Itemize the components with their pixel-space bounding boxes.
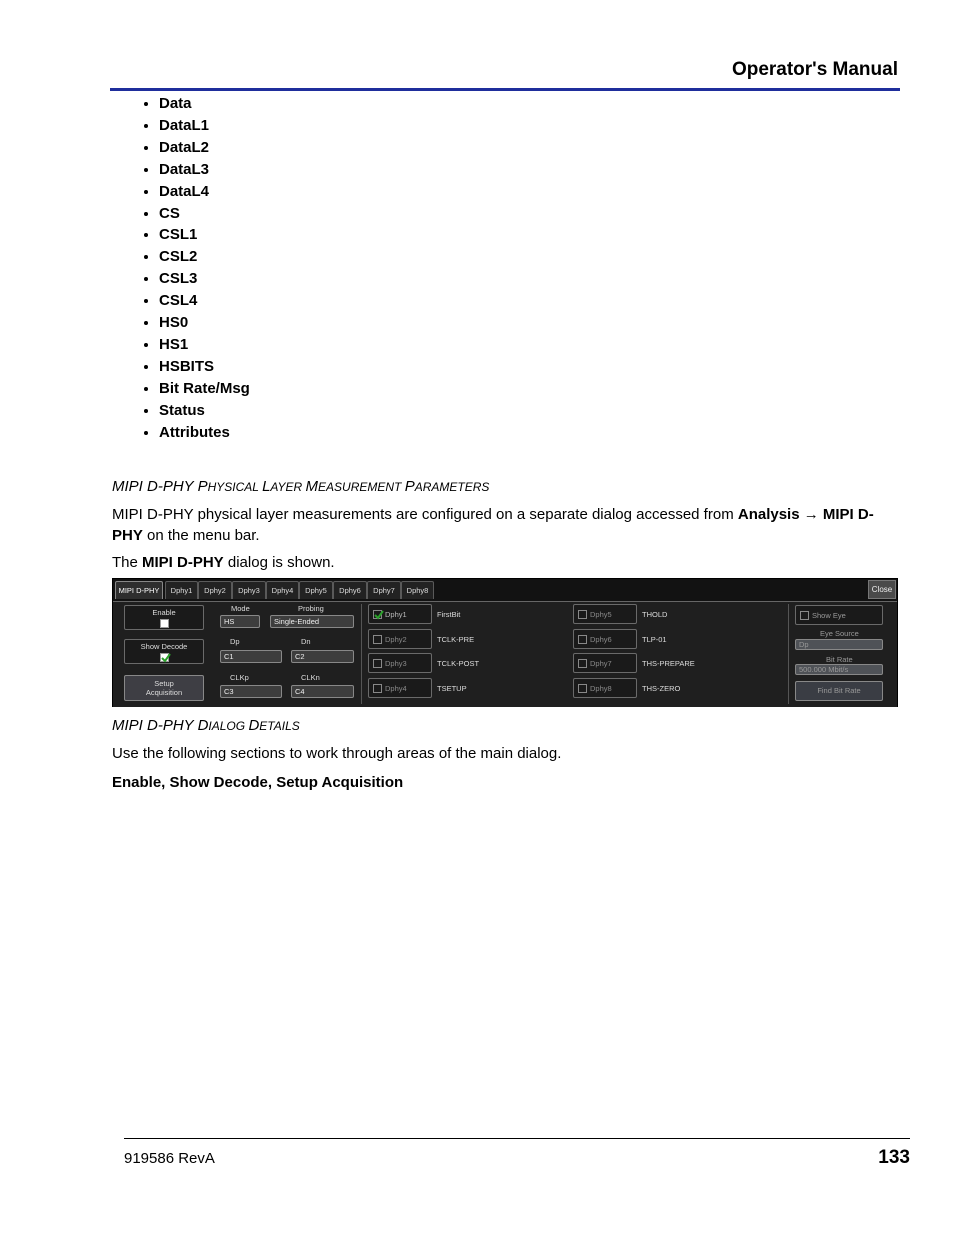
show-decode-checkbox[interactable]: [160, 653, 169, 662]
separator: [361, 604, 362, 704]
section-heading-dialog-details: [112, 717, 300, 734]
dphy-checkbox[interactable]: [578, 659, 587, 668]
header-title: Operator's Manual: [731, 59, 898, 80]
checkmark-icon: [160, 652, 172, 664]
list-item: • DataL1: [159, 115, 250, 137]
dphy-parameter: TCLK-POST: [437, 659, 480, 668]
list-item: • DataL3: [159, 159, 250, 181]
section-heading-physical-layer: [112, 478, 489, 495]
dphy-checkbox[interactable]: [373, 684, 382, 693]
dphy-parameter: FirstBit: [437, 610, 461, 619]
dphy-checkbox[interactable]: [373, 659, 382, 668]
heading-rest: HYSICAL: [207, 480, 263, 494]
heading-rest: ARAMETERS: [414, 480, 490, 494]
list-item: • HS0: [159, 312, 250, 334]
checkmark-icon: [373, 609, 385, 621]
enable-label: Enable: [152, 608, 176, 617]
separator: [788, 604, 789, 704]
dphy-name: Dphy2: [385, 634, 407, 644]
close-button[interactable]: Close: [868, 580, 896, 599]
dphy-selector[interactable]: [368, 678, 432, 698]
dphy-parameter: TSETUP: [437, 683, 467, 693]
clkn-select[interactable]: C4: [291, 685, 354, 698]
clkp-label: CLKp: [230, 673, 249, 682]
list-item: • DataL2: [159, 137, 250, 159]
para-text: MIPI D-PHY physical layer measurements are configured on a separate dialog accessed from: [112, 506, 738, 523]
bit-rate-field[interactable]: 500.000 Mbit/s: [795, 664, 883, 675]
heading-rest: EASUREMENT: [318, 480, 405, 494]
heading-rest: IALOG: [208, 719, 249, 733]
page-number: 133: [878, 1147, 910, 1168]
dphy-parameter: THS-PREPARE: [642, 659, 695, 668]
list-item: • HS1: [159, 334, 250, 356]
dphy-name: Dphy3: [385, 659, 407, 668]
tab-mipi-d-phy[interactable]: MIPI D-PHY: [115, 581, 163, 599]
list-item: • CSL3: [159, 268, 250, 290]
heading-prefix: MIPI D-PHY: [112, 478, 198, 495]
tab-dphy2[interactable]: Dphy2: [198, 581, 232, 599]
dp-select[interactable]: C1: [220, 650, 282, 663]
tab-dphy5[interactable]: Dphy5: [299, 581, 333, 599]
list-item: • CSL1: [159, 224, 250, 246]
dialog-shown-paragraph: [112, 552, 902, 573]
heading-rest: ETAILS: [259, 719, 300, 733]
tab-dphy3[interactable]: Dphy3: [232, 581, 266, 599]
clkp-select[interactable]: C3: [220, 685, 282, 698]
mode-label: Mode: [231, 604, 250, 613]
heading-cap: L: [262, 478, 271, 495]
heading-cap: P: [197, 478, 208, 495]
eye-source-select[interactable]: Dp: [795, 639, 883, 650]
heading-smallcaps: [198, 478, 490, 495]
doc-id: 919586 RevA: [124, 1150, 215, 1167]
dphy-name: Dphy7: [590, 659, 612, 668]
eye-source-label: Eye Source: [820, 629, 859, 638]
tab-dphy4[interactable]: Dphy4: [266, 581, 299, 599]
setup-acquisition-button[interactable]: [124, 675, 204, 701]
dphy-name: Dphy5: [590, 610, 612, 619]
list-item: • CS: [159, 203, 250, 225]
probing-select[interactable]: Single-Ended: [270, 615, 354, 628]
heading-prefix: MIPI D-PHY: [112, 717, 198, 734]
menu-path: Analysis → MIPI D-PHY: [112, 506, 874, 544]
show-eye-label: Show Eye: [812, 611, 846, 620]
dphy-checkbox[interactable]: [373, 635, 382, 644]
dphy-parameter: TCLK-PRE: [437, 634, 475, 644]
dphy-name: Dphy4: [385, 683, 407, 693]
dn-label: Dn: [301, 637, 311, 646]
find-bit-rate-button[interactable]: Find Bit Rate: [795, 681, 883, 701]
parameter-list: [112, 93, 250, 444]
tab-bar: [113, 579, 897, 601]
dphy-selector[interactable]: [573, 653, 637, 673]
para-text-end: on the menu bar.: [142, 527, 260, 544]
subheading-enable: Enable, Show Decode, Setup Acquisition: [112, 774, 404, 791]
dphy-name: Dphy6: [590, 634, 612, 644]
dn-select[interactable]: C2: [291, 650, 354, 663]
probing-label: Probing: [298, 604, 324, 613]
list-item: • Data: [159, 93, 250, 115]
dphy-selector[interactable]: [573, 678, 637, 698]
dphy-checkbox[interactable]: [578, 684, 587, 693]
show-eye-checkbox[interactable]: [800, 611, 809, 620]
heading-cap: P: [404, 478, 415, 495]
tab-dphy6[interactable]: Dphy6: [333, 581, 367, 599]
list-item: • HSBITS: [159, 356, 250, 378]
footer-rule: [124, 1138, 910, 1139]
enable-checkbox[interactable]: [160, 619, 169, 628]
mode-select[interactable]: HS: [220, 615, 260, 628]
dphy-selector[interactable]: [368, 629, 432, 649]
para-text: The: [112, 554, 143, 571]
mipi-dphy-dialog: [112, 578, 898, 707]
dphy-checkbox[interactable]: [578, 635, 587, 644]
dialog-body: [113, 601, 897, 707]
list-item: • Attributes: [159, 422, 250, 444]
heading-rest: AYER: [270, 480, 306, 494]
list-item: • Status: [159, 400, 250, 422]
tab-dphy1[interactable]: Dphy1: [165, 581, 198, 599]
page-header: [110, 58, 900, 91]
intro-paragraph: [112, 504, 902, 546]
dp-label: Dp: [230, 637, 240, 646]
dphy-parameter: THOLD: [642, 610, 668, 619]
tab-dphy8[interactable]: Dphy8: [401, 581, 434, 599]
setup-acq-line2: Acquisition: [145, 688, 183, 697]
tab-dphy7[interactable]: Dphy7: [367, 581, 401, 599]
dphy-selector[interactable]: [368, 653, 432, 673]
dphy-name: Dphy1: [385, 610, 407, 619]
show-eye-control[interactable]: [795, 605, 883, 625]
dphy-parameter: THS-ZERO: [642, 683, 681, 693]
dphy-name: Dphy8: [590, 683, 612, 693]
dialog-details-paragraph: Use the following sections to work through areas of the main dialog.: [112, 745, 562, 762]
heading-cap: D: [248, 717, 260, 734]
show-decode-control[interactable]: [124, 639, 204, 664]
dphy-checkbox[interactable]: [578, 610, 587, 619]
heading-cap: D: [197, 717, 209, 734]
enable-control[interactable]: [124, 605, 204, 630]
dphy-selector[interactable]: [368, 604, 432, 624]
heading-cap: M: [305, 478, 319, 495]
dphy-selector[interactable]: [573, 604, 637, 624]
bit-rate-label: Bit Rate: [826, 655, 853, 664]
setup-acq-line1: Setup: [154, 679, 174, 688]
list-item: • CSL2: [159, 246, 250, 268]
dphy-selector[interactable]: [573, 629, 637, 649]
dphy-checkbox[interactable]: [373, 610, 382, 619]
list-item: • CSL4: [159, 290, 250, 312]
dialog-name: MIPI D-PHY: [142, 554, 224, 571]
heading-smallcaps: [198, 717, 300, 734]
clkn-label: CLKn: [301, 673, 320, 682]
list-item: • DataL4: [159, 181, 250, 203]
para-text-end: dialog is shown.: [223, 554, 335, 571]
show-decode-label: Show Decode: [140, 642, 188, 651]
list-item: • Bit Rate/Msg: [159, 378, 250, 400]
dphy-parameter: TLP-01: [642, 634, 667, 644]
